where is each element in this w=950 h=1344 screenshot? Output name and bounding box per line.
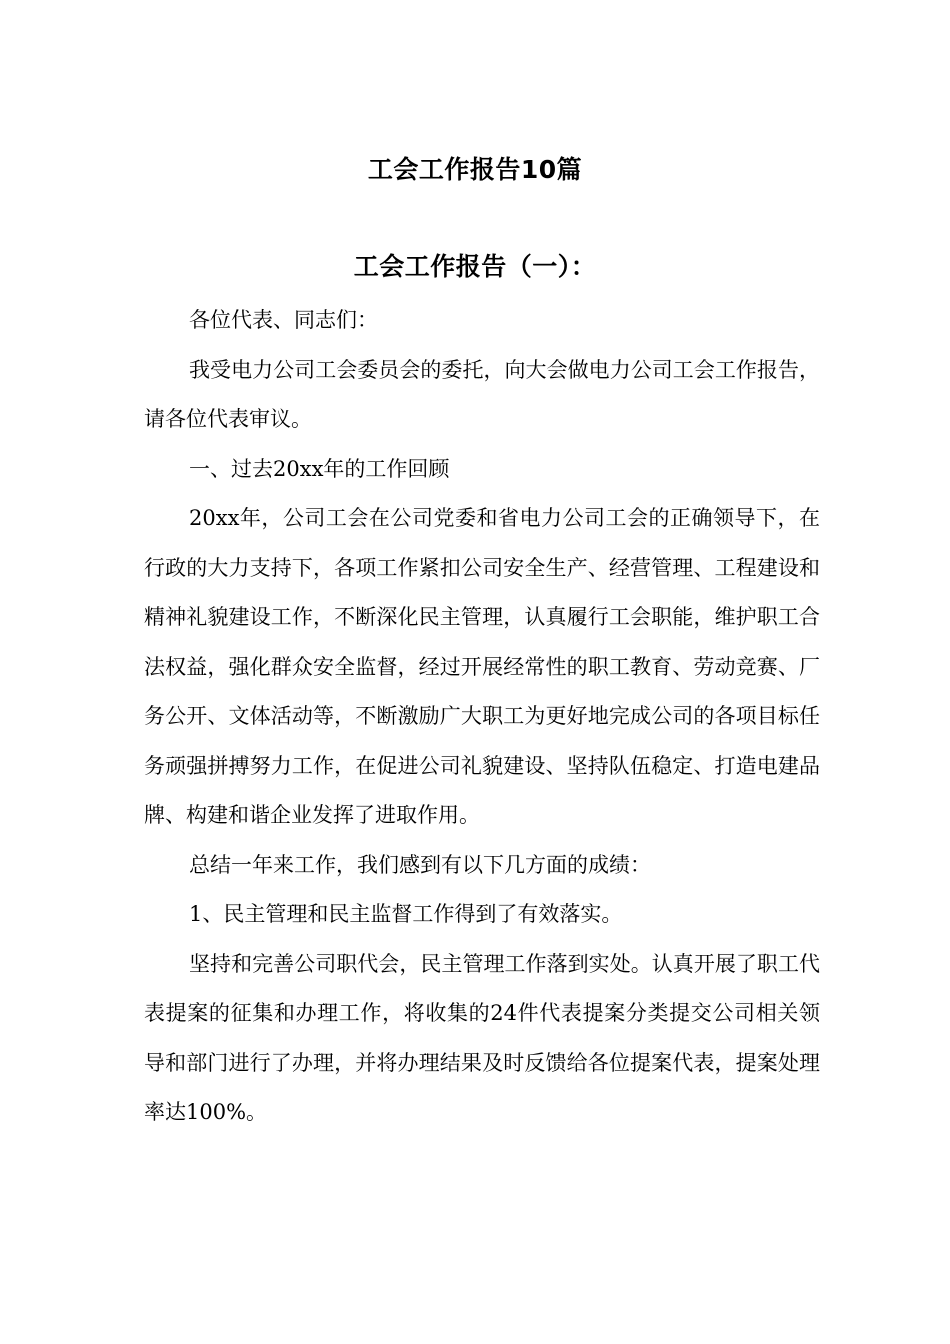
paragraph-salutation: 各位代表、同志们： [189, 308, 378, 332]
paragraph-achievements-intro: 总结一年来工作，我们感到有以下几方面的成绩： [189, 852, 651, 877]
paragraph-intro: 我受电力公司工会委员会的委托，向大会做电力公司工会工作报告，请各位代表审议。 [144, 357, 820, 431]
document-title: 工会工作报告10篇 [367, 155, 583, 184]
document-body [144, 296, 820, 1138]
section-title: 工会工作报告（一）： [353, 252, 597, 281]
paragraph-review-summary: 20xx年，公司工会在公司党委和省电力公司工会的正确领导下，在行政的大力支持下，各项工作紧扣公司安全生产、经营管理、工程建设和精神礼貌建设工作，不断深化民主管理，认真履行工会职能，维护职工合法权益，强化群众安全监督，经过开展经常性的职工教育、劳动竞赛、厂务公开、文体活动等，不断激励广大职工为更好地完成公司的各项目标任务顽强拼搏努力工作，在促进公司礼貌建设、坚持队伍稳定、打造电建品牌、构建和谐企业发挥了进取作用。 [144, 506, 820, 827]
paragraph-heading-review: 一、过去20xx年的工作回顾 [189, 456, 450, 481]
paragraph-item-1-heading: 1、民主管理和民主监督工作得到了有效落实。 [189, 902, 623, 926]
paragraph-item-1-body: 坚持和完善公司职代会，民主管理工作落到实处。认真开展了职工代表提案的征集和办理工作，将收集的24件代表提案分类提交公司相关领导和部门进行了办理，并将办理结果及时反馈给各位提案代表，提案处理率达100%。 [144, 951, 820, 1124]
